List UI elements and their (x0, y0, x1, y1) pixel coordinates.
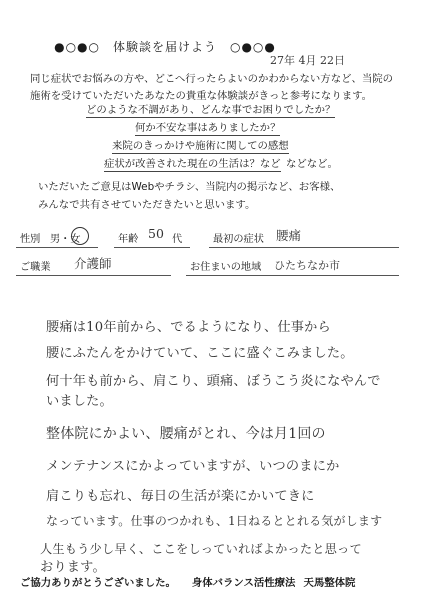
footer-thanks: ご協力ありがとうございました。 (20, 577, 176, 589)
age-value: 50 (148, 226, 164, 241)
handwritten-date: 27年 4月 22日 (270, 54, 345, 67)
testimonial-line: 腰にふたんをかけていて、ここに盛ぐこみました。 (46, 346, 354, 361)
form-title: ●○●○ 体験談を届けよう ○●○● (54, 40, 276, 54)
job-label: ご職業 (20, 262, 51, 273)
question-4: 症状が改善された現在の生活は？など (104, 158, 281, 170)
intro-line-2: 施術を受けていただいたあなたの貴重な体験談がきっと参考になります。 (30, 90, 373, 102)
testimonial-line: 何十年も前から、肩こり、頭痛、ぼうこう炎になやんで (46, 374, 381, 389)
testimonial-line: 人生もう少し早く、ここをしっていればよかったと思って (40, 542, 362, 556)
footer (20, 574, 410, 589)
gender-options: 男・女 (50, 234, 81, 245)
closing-line-2: みんなで共有させていただきたいと思います。 (38, 199, 256, 211)
job-value: 介護師 (74, 256, 112, 271)
question-3: 来院のきっかけや施術に関しての感想 (112, 140, 289, 152)
profile-row-2 (16, 256, 406, 276)
testimonial-line: メンテナンスにかよっていますが、いつのまにか (46, 459, 340, 474)
age-label: 年齢 (118, 234, 139, 245)
symptom-value: 腰痛 (276, 228, 302, 243)
testimonial-line: いました。 (46, 394, 113, 409)
question-5: などなど。 (286, 158, 338, 170)
gender-circle-mark (71, 227, 89, 245)
footer-method: 身体バランス活性療法 (191, 577, 296, 589)
testimonial-line: 腰痛は10年前から、でるようになり、仕事から (46, 320, 331, 335)
intro-line-1: 同じ症状でお悩みの方や、どこへ行ったらよいのかわからない方など、当院の (30, 73, 394, 85)
footer-clinic: 天馬整体院 (303, 577, 356, 589)
address-label: お住まいの地域 (190, 262, 262, 273)
testimonial-line: なっています。仕事のつかれも、1日ねるととれる気がします (46, 514, 383, 528)
closing-line-1: いただいたご意見はWebやチラシ、当院内の掲示など、お客様、 (38, 181, 341, 193)
question-2: 何か不安な事はありましたか？ (135, 122, 281, 134)
question-1: どのような不調があり、どんな事でお困りでしたか？ (86, 104, 336, 116)
gender-label: 性別 (20, 234, 41, 245)
symptom-label: 最初の症状 (213, 234, 264, 245)
testimonial-line: 整体院にかよい、腰痛がとれ、今は月1回の (46, 426, 326, 442)
testimonial-line: 肩こりも忘れ、毎日の生活が楽にかいてきに (46, 489, 315, 504)
address-value: ひたちなか市 (274, 259, 340, 272)
age-unit: 代 (172, 234, 183, 245)
profile-row-1 (16, 228, 406, 248)
testimonial-line: おります。 (40, 560, 106, 575)
